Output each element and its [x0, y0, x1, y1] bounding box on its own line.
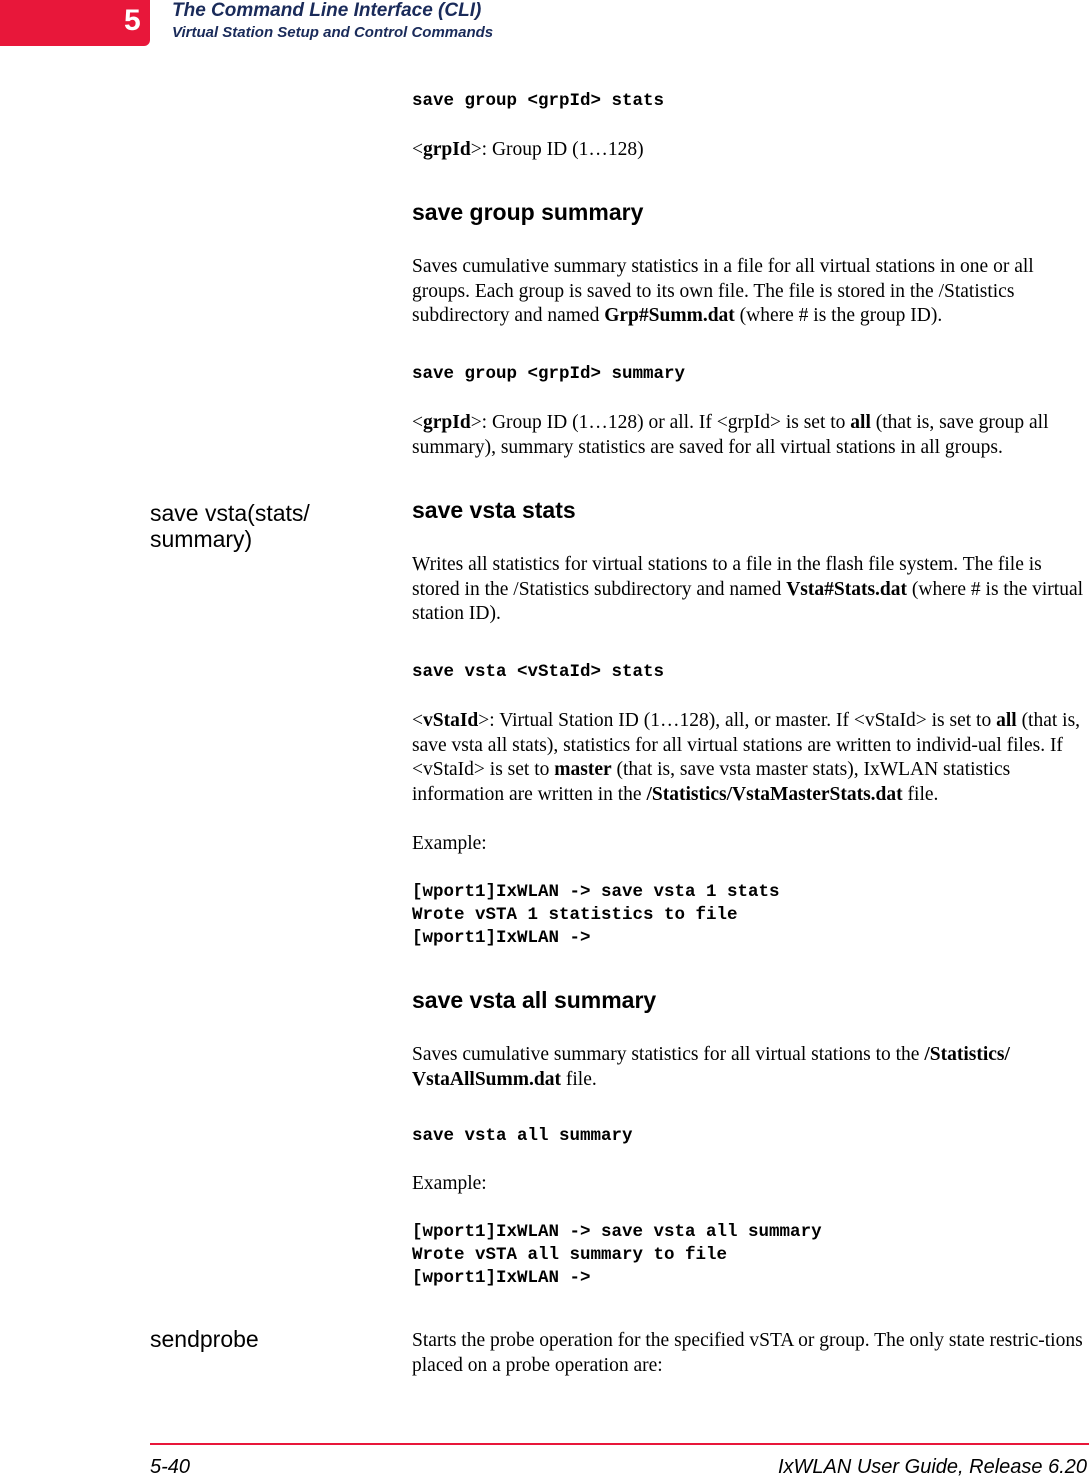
param-bold-master: master [554, 759, 612, 780]
param-bold: all [850, 412, 871, 433]
save-group-summary-description [412, 255, 1087, 329]
example-label: Example: [412, 833, 487, 854]
desc-filepath: /Statistics/ VstaAllSumm.dat [412, 1044, 1010, 1090]
param-open: < [412, 139, 423, 160]
save-vsta-stats-param [412, 709, 1087, 807]
desc-text-end: (where # is the group ID). [734, 305, 943, 326]
footer-rule [150, 1443, 1089, 1445]
guide-title: IxWLAN User Guide, Release 6.20 [777, 1456, 1087, 1478]
desc-text: Saves cumulative summary statistics in a file for all virtual stations in one or all groups. Each group is saved to its own file. The file is stored in the /Statistics subdirectory and named [412, 256, 1034, 326]
param-text: >: Group ID (1…128) [470, 139, 644, 160]
param-text: >: Virtual Station ID (1…128), all, or master. If <vStaId> is set to [478, 710, 997, 731]
command-save-group-summary: save group <grpId> summary [412, 364, 686, 384]
param-bold-filepath: /Statistics/VstaMasterStats.dat [646, 783, 903, 805]
param-text-end: file. [902, 783, 939, 805]
heading-save-vsta-stats: save vsta stats [412, 497, 576, 523]
param-text: >: Group ID (1…128) or all. If <grpId> is set to [470, 412, 851, 433]
param-name: grpId [423, 139, 471, 160]
command-save-vsta-all-summary: save vsta all summary [412, 1126, 633, 1146]
example-line-1: [wport1]IxWLAN -> save vsta 1 stats [412, 882, 780, 902]
side-heading-sendprobe: sendprobe [150, 1326, 259, 1352]
desc-text-end: file. [560, 1068, 597, 1090]
example-line-2: Wrote vSTA all summary to file [412, 1245, 728, 1265]
param-text-end: (that is, save group all summary), summary statistics are saved for all virtual stations in all groups. [412, 412, 1049, 458]
param-text-2: (that is, save vsta all stats), statistics for all virtual stations are written to individ-ual files. If <vStaId> is set to [412, 710, 1081, 780]
param-open: < [412, 412, 423, 433]
side-heading-save-vsta: save vsta(stats/ summary) [150, 500, 310, 552]
chapter-title: The Command Line Interface (CLI) [172, 0, 482, 21]
param-open: < [412, 710, 423, 731]
heading-save-group-summary: save group summary [412, 199, 644, 225]
desc-filename: Vsta#Stats.dat [786, 578, 908, 600]
param-text-3: (that is, save vsta master stats), IxWLAN statistics information are written in the [412, 759, 1011, 805]
param-bold-all: all [996, 710, 1017, 731]
command-save-vsta-stats: save vsta <vStaId> stats [412, 662, 665, 682]
desc-filename: Grp#Summ.dat [604, 305, 735, 326]
example-line-1: [wport1]IxWLAN -> save vsta all summary [412, 1222, 822, 1242]
save-vsta-all-summary-description [412, 1043, 1087, 1092]
desc-text: Saves cumulative summary statistics for all virtual stations to the [412, 1044, 925, 1065]
save-vsta-stats-description [412, 553, 1087, 627]
example-line-2: Wrote vSTA 1 statistics to file [412, 905, 738, 925]
desc-text-end: (where # is the virtual station ID). [412, 578, 1084, 624]
chapter-number: 5 [124, 4, 141, 37]
example-line-3: [wport1]IxWLAN -> [412, 1268, 591, 1288]
example-line-3: [wport1]IxWLAN -> [412, 928, 591, 948]
param-name: vStaId [423, 710, 479, 731]
save-group-summary-param [412, 411, 1087, 460]
command-save-group-stats: save group <grpId> stats [412, 91, 665, 111]
section-subtitle: Virtual Station Setup and Control Commands [172, 24, 494, 41]
page-number: 5-40 [150, 1456, 191, 1478]
sendprobe-description: Starts the probe operation for the specified vSTA or group. The only state restric-tions placed on a probe operation are: [412, 1330, 1083, 1376]
heading-save-vsta-all-summary: save vsta all summary [412, 987, 657, 1013]
param-name: grpId [423, 412, 471, 433]
example-label: Example: [412, 1173, 487, 1194]
grpid-stats-param [412, 138, 1087, 163]
desc-text: Writes all statistics for virtual stations to a file in the flash file system. The file is stored in the /Statistics subdirectory and named [412, 554, 1042, 600]
